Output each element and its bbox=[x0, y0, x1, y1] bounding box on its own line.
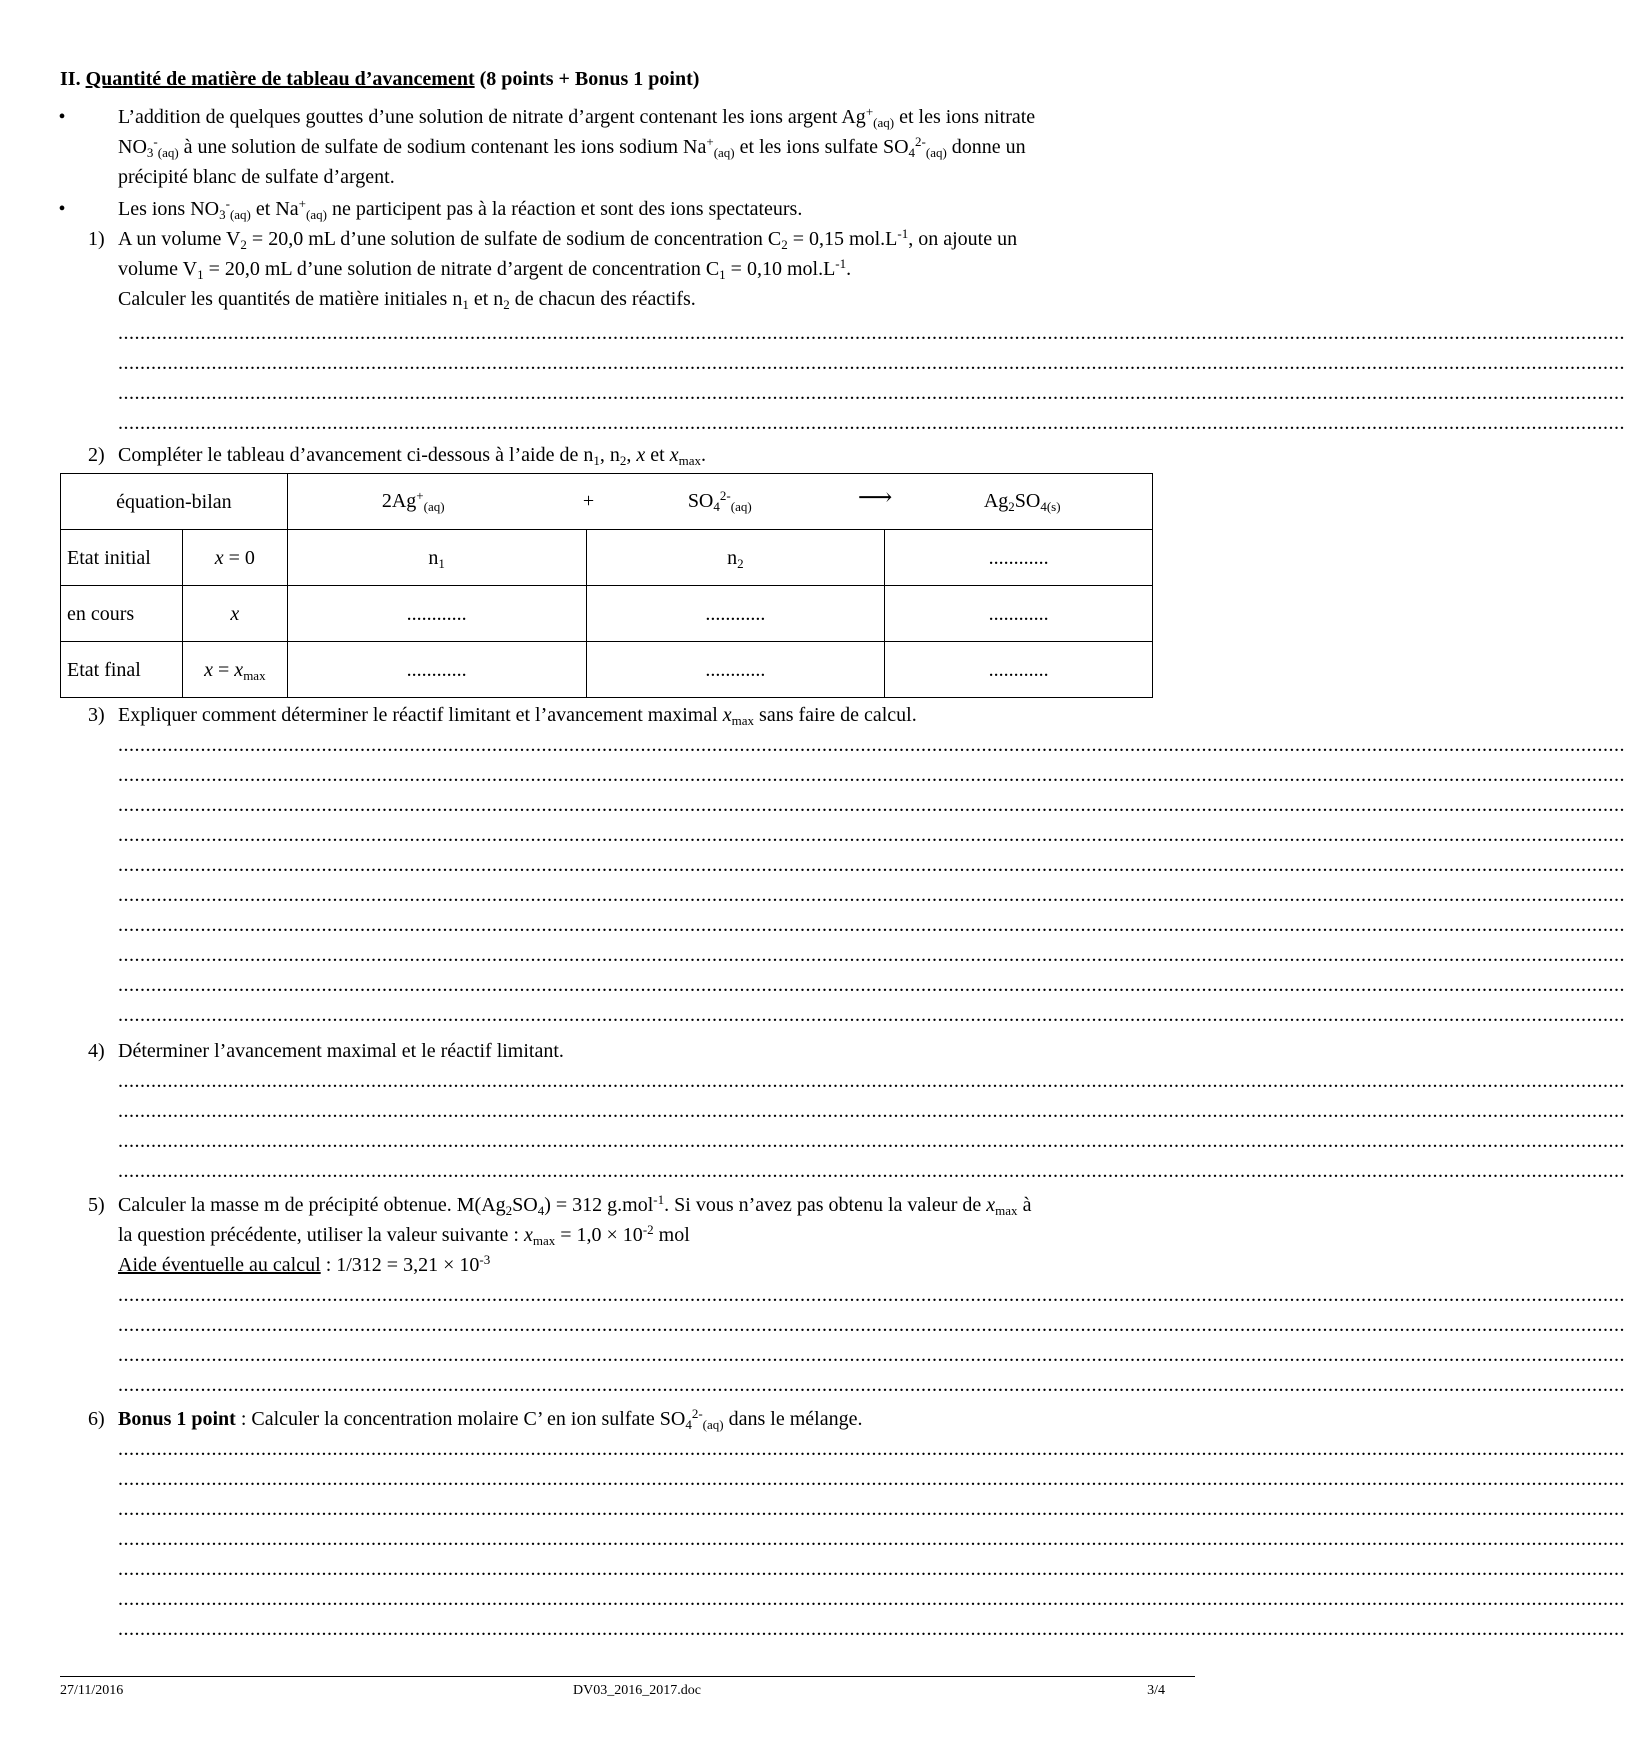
answer-line[interactable]: .................................................................................................................................................................................................................................................................................. bbox=[118, 322, 1625, 344]
q3-number: 3) bbox=[88, 704, 105, 726]
cell-n2[interactable]: $n_2$ bbox=[586, 530, 885, 586]
section-points: (8 points + Bonus 1 point) bbox=[479, 68, 700, 90]
species-ag: $2Ag^+_{(aq)}$ bbox=[381, 488, 445, 514]
footer-date: 27/11/2016 bbox=[60, 1683, 124, 1698]
plus-sign: + bbox=[582, 490, 595, 512]
bullet-icon: • bbox=[58, 106, 66, 128]
answer-line[interactable]: .................................................................................................................................................................................................................................................................................. bbox=[118, 1284, 1625, 1306]
answer-line[interactable]: .................................................................................................................................................................................................................................................................................. bbox=[118, 1558, 1625, 1580]
answer-line[interactable]: .................................................................................................................................................................................................................................................................................. bbox=[118, 854, 1625, 876]
answer-line[interactable]: .................................................................................................................................................................................................................................................................................. bbox=[118, 1130, 1625, 1152]
answer-line[interactable]: .................................................................................................................................................................................................................................................................................. bbox=[118, 1588, 1625, 1610]
answer-line[interactable]: .................................................................................................................................................................................................................................................................................. bbox=[118, 734, 1625, 756]
advancement-table bbox=[60, 473, 1153, 698]
footer-filename: DV03_2016_2017.doc bbox=[573, 1683, 701, 1698]
question-2: Compléter le tableau d’avancement ci-dessous à l’aide de $n_1$, $n_2$, x et $x_{max}$. bbox=[118, 444, 706, 468]
answer-line[interactable]: .................................................................................................................................................................................................................................................................................. bbox=[118, 974, 1625, 996]
answer-line[interactable]: .................................................................................................................................................................................................................................................................................. bbox=[118, 1438, 1625, 1460]
answer-line[interactable]: .................................................................................................................................................................................................................................................................................. bbox=[118, 944, 1625, 966]
arrow-icon: ⟶ bbox=[857, 485, 893, 511]
cell-blank[interactable]: ............ bbox=[885, 642, 1153, 698]
answer-line[interactable]: .................................................................................................................................................................................................................................................................................. bbox=[118, 824, 1625, 846]
equation-label: équation-bilan bbox=[61, 474, 288, 530]
answer-line[interactable]: .................................................................................................................................................................................................................................................................................. bbox=[118, 884, 1625, 906]
cell-blank[interactable]: ............ bbox=[885, 586, 1153, 642]
q2-number: 2) bbox=[88, 444, 105, 466]
answer-line[interactable]: .................................................................................................................................................................................................................................................................................. bbox=[118, 1344, 1625, 1366]
answer-line[interactable]: .................................................................................................................................................................................................................................................................................. bbox=[118, 1004, 1625, 1026]
intro-bullet-1: L’addition de quelques gouttes d’une solution de nitrate d’argent contenant les ions argent $Ag^+_{(aq)}$ et les ions nitrate $NO_3^-_{(aq)}$ à une solution de sulfate de sodium contenant les ions sodium $Na^+_{(aq)}$ et les ions sulfate $SO_4^{2-}_{(aq)}$ donne un précipité blanc de sulfate d’argent. bbox=[118, 104, 1036, 188]
q5-number: 5) bbox=[88, 1194, 105, 1216]
table-row bbox=[61, 642, 1153, 698]
state-label: Etat final bbox=[61, 642, 183, 698]
answer-line[interactable]: .................................................................................................................................................................................................................................................................................. bbox=[118, 1314, 1625, 1336]
answer-line[interactable]: .................................................................................................................................................................................................................................................................................. bbox=[118, 1528, 1625, 1550]
section-number: II. bbox=[60, 68, 81, 90]
answer-line[interactable]: .................................................................................................................................................................................................................................................................................. bbox=[118, 1160, 1625, 1182]
answer-line[interactable]: .................................................................................................................................................................................................................................................................................. bbox=[118, 764, 1625, 786]
answer-line[interactable]: .................................................................................................................................................................................................................................................................................. bbox=[118, 794, 1625, 816]
x-cell: x bbox=[182, 586, 287, 642]
equation-row bbox=[61, 474, 1153, 530]
question-4: Déterminer l’avancement maximal et le réactif limitant. bbox=[118, 1040, 564, 1062]
bullet-icon: • bbox=[58, 198, 66, 220]
answer-line[interactable]: .................................................................................................................................................................................................................................................................................. bbox=[118, 1618, 1625, 1640]
species-so4: $SO_4^{2-}_{(aq)}$ bbox=[687, 488, 752, 514]
question-6: Bonus 1 point : Calculer la concentration molaire C’ en ion sulfate $SO_4^{2-}_{(aq)}$ dans le mélange. bbox=[118, 1406, 863, 1432]
intro-bullet-2: Les ions $NO_3^-_{(aq)}$ et $Na^+_{(aq)}$ ne participent pas à la réaction et sont des ions spectateurs. bbox=[118, 196, 803, 222]
page-footer bbox=[60, 1676, 1195, 1698]
answer-line[interactable]: .................................................................................................................................................................................................................................................................................. bbox=[118, 412, 1625, 434]
question-5: Calculer la masse m de précipité obtenue. $M(Ag_2SO_4) = 312$ g.mol$^{-1}$. Si vous n’avez pas obtenu la valeur de $x_{max}$ à la question précédente, utiliser la valeur suivante : $x_{max} = 1,0 \times 10^{-2}$ mol Aide éventuelle au calcul : $1/312 = 3,21 \times 10^{-3}$ bbox=[118, 1192, 1032, 1276]
answer-line[interactable]: .................................................................................................................................................................................................................................................................................. bbox=[118, 1498, 1625, 1520]
cell-blank[interactable]: ............ bbox=[885, 530, 1153, 586]
section-title bbox=[60, 64, 699, 94]
cell-blank[interactable]: ............ bbox=[287, 642, 586, 698]
q1-number: 1) bbox=[88, 228, 105, 250]
question-1: A un volume $V_2 = 20,0$ mL d’une solution de sulfate de sodium de concentration $C_2 = 0,15$ $mol.L^{-1}$, on ajoute un volume $V_1 = 20,0$ mL d’une solution de nitrate d’argent de concentration $C_1 = 0,10$ $mol.L^{-1}$. Calculer les quantités de matière initiales $n_1$ et $n_2$ de chacun des réactifs. bbox=[118, 226, 1018, 312]
answer-line[interactable]: .................................................................................................................................................................................................................................................................................. bbox=[118, 382, 1625, 404]
question-3: Expliquer comment déterminer le réactif limitant et l’avancement maximal $x_{max}$ sans faire de calcul. bbox=[118, 704, 917, 728]
cell-n1[interactable]: $n_1$ bbox=[287, 530, 586, 586]
answer-line[interactable]: .................................................................................................................................................................................................................................................................................. bbox=[118, 1100, 1625, 1122]
answer-line[interactable]: .................................................................................................................................................................................................................................................................................. bbox=[118, 352, 1625, 374]
x-cell: x = 0 bbox=[182, 530, 287, 586]
cell-blank[interactable]: ............ bbox=[287, 586, 586, 642]
answer-line[interactable]: .................................................................................................................................................................................................................................................................................. bbox=[118, 1070, 1625, 1092]
q4-number: 4) bbox=[88, 1040, 105, 1062]
section-heading: Quantité de matière de tableau d’avancement bbox=[85, 68, 475, 90]
q6-number: 6) bbox=[88, 1408, 105, 1430]
x-cell: $x = x_{max}$ bbox=[182, 642, 287, 698]
answer-line[interactable]: .................................................................................................................................................................................................................................................................................. bbox=[118, 1374, 1625, 1396]
table-row bbox=[61, 586, 1153, 642]
cell-blank[interactable]: ............ bbox=[586, 642, 885, 698]
table-row bbox=[61, 530, 1153, 586]
cell-blank[interactable]: ............ bbox=[586, 586, 885, 642]
state-label: en cours bbox=[61, 586, 183, 642]
answer-line[interactable]: .................................................................................................................................................................................................................................................................................. bbox=[118, 1468, 1625, 1490]
species-ag2so4: $Ag_2SO_{4(s)}$ bbox=[983, 490, 1061, 514]
answer-line[interactable]: .................................................................................................................................................................................................................................................................................. bbox=[118, 914, 1625, 936]
footer-page-number: 3/4 bbox=[1147, 1683, 1165, 1698]
state-label: Etat initial bbox=[61, 530, 183, 586]
